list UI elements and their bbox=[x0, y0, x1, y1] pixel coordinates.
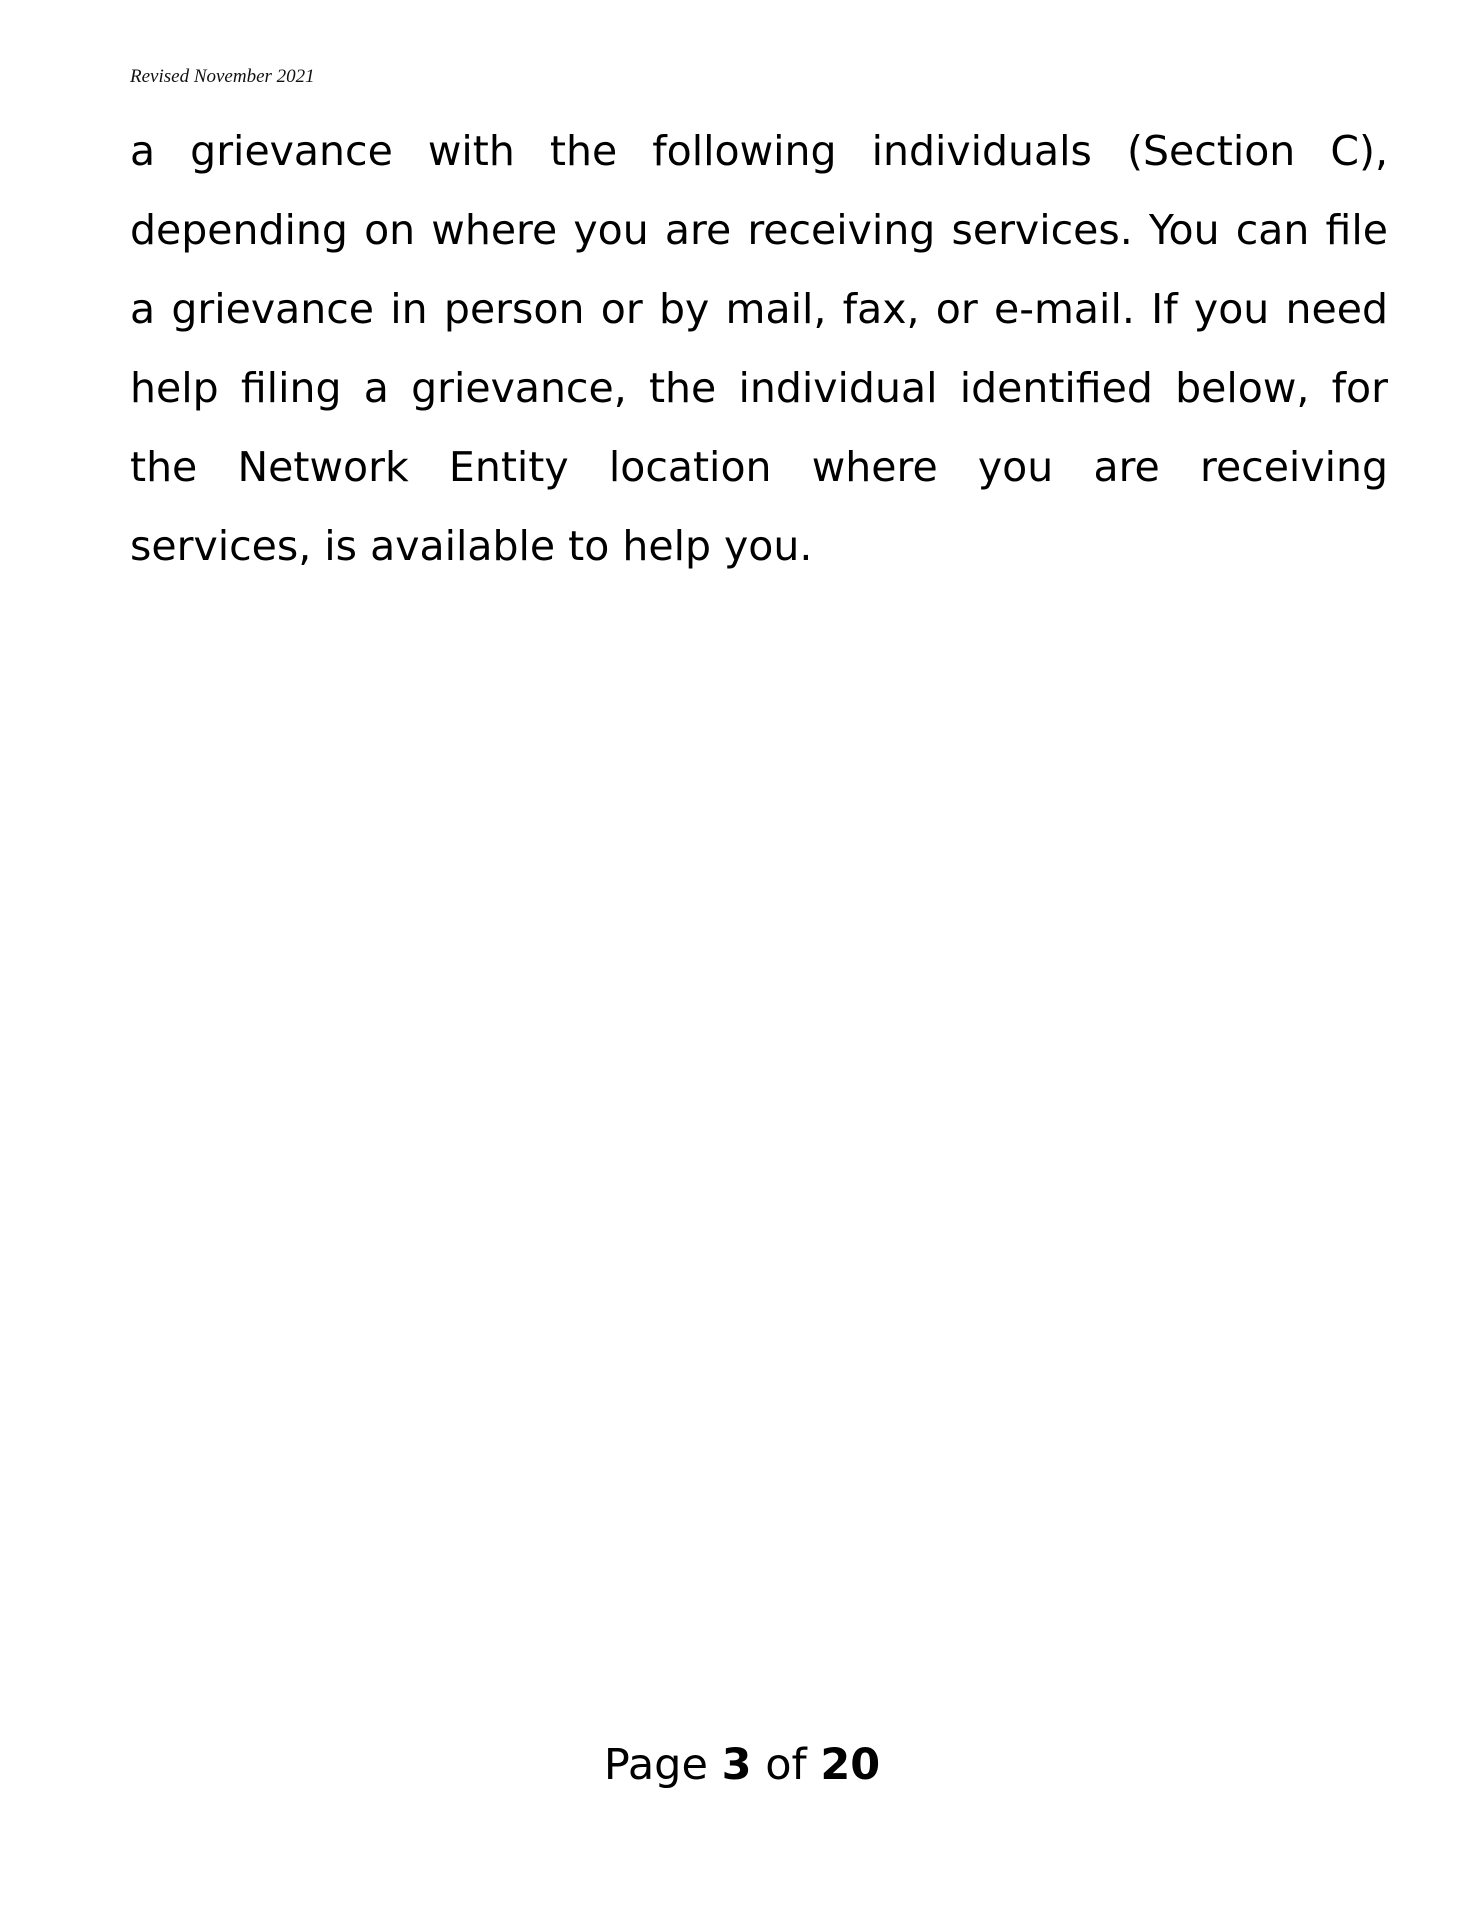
page-footer bbox=[0, 1740, 1484, 1790]
page-prefix: Page bbox=[603, 1740, 708, 1790]
current-page-number: 3 bbox=[721, 1740, 752, 1790]
revision-date: Revised November 2021 bbox=[130, 66, 315, 87]
total-pages-number: 20 bbox=[820, 1740, 881, 1790]
body-paragraph: a grievance with the following individuals (Section C), depending on where you are receiving services. You can file a grievance in person or by mail, fax, or e-mail. If you need help filing a grievance, the individual identified below, for the Network Entity location where you are receiving services, is available to help you. bbox=[130, 127, 1388, 570]
page-of-label: of bbox=[765, 1740, 807, 1790]
